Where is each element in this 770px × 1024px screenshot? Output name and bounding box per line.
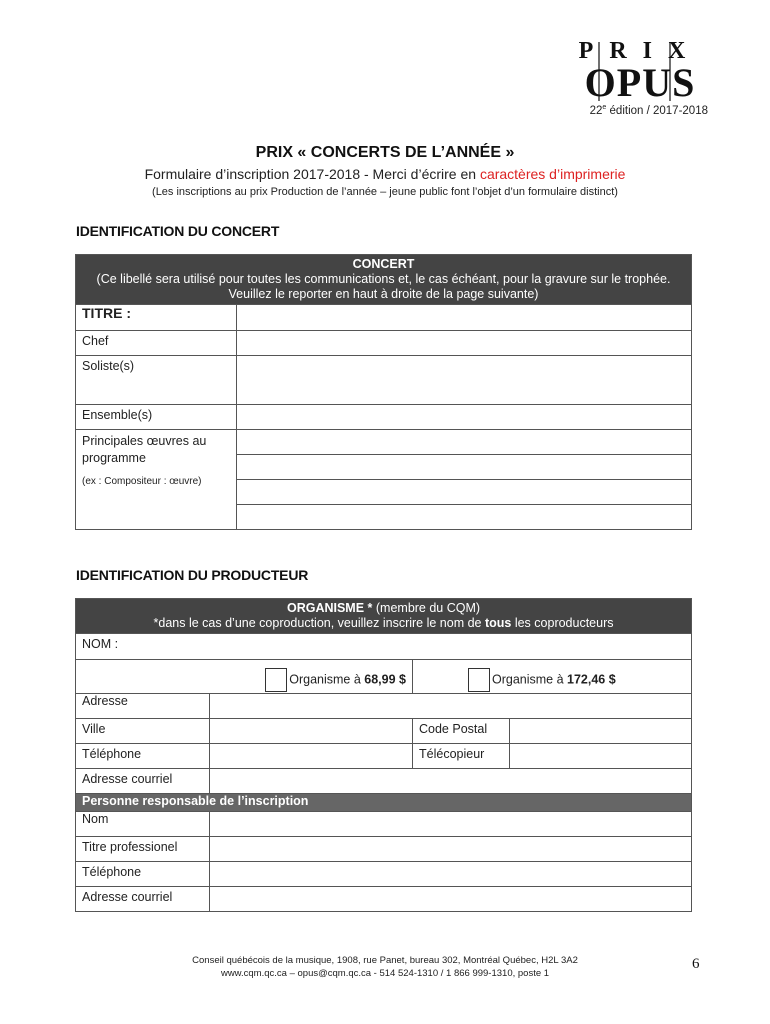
chef-label: Chef xyxy=(76,331,237,356)
titre-field[interactable] xyxy=(237,305,692,331)
page-title: PRIX « CONCERTS DE L’ANNÉE » xyxy=(255,144,515,161)
edition-label: 22e édition / 2017-2018 xyxy=(589,104,708,117)
telecopieur-field[interactable] xyxy=(510,744,692,769)
ville-label: Ville xyxy=(76,719,210,744)
resp-titre-label: Titre professionel xyxy=(76,837,210,862)
concert-table xyxy=(75,254,692,530)
producer-table xyxy=(75,598,692,912)
courriel-field[interactable] xyxy=(210,769,692,794)
chef-field[interactable] xyxy=(237,331,692,356)
option2-cell xyxy=(413,660,692,694)
ville-field[interactable] xyxy=(210,719,413,744)
form-subtitle: Formulaire d’inscription 2017-2018 - Merci d’écrire en caractères d’imprimerie xyxy=(144,166,626,182)
resp-nom-label: Nom xyxy=(76,812,210,837)
ensemble-label: Ensemble(s) xyxy=(76,405,237,430)
option1-cell xyxy=(76,660,413,694)
telecopieur-label: Télécopieur xyxy=(413,744,510,769)
page-number: 6 xyxy=(692,956,700,972)
adresse-field[interactable] xyxy=(210,694,692,719)
option1-label: Organisme à xyxy=(289,672,365,687)
soliste-field[interactable] xyxy=(237,356,692,405)
oeuvre-field-1[interactable] xyxy=(237,430,692,455)
telephone-label: Téléphone xyxy=(76,744,210,769)
option1-checkbox[interactable] xyxy=(265,668,287,692)
resp-nom-field[interactable] xyxy=(210,812,692,837)
responsable-header: Personne responsable de l’inscription xyxy=(76,794,692,812)
soliste-label: Soliste(s) xyxy=(76,356,237,405)
courriel-label: Adresse courriel xyxy=(76,769,210,794)
resp-telephone-field[interactable] xyxy=(210,862,692,887)
telephone-field[interactable] xyxy=(210,744,413,769)
ensemble-field[interactable] xyxy=(237,405,692,430)
code-postal-label: Code Postal xyxy=(413,719,510,744)
titre-label: TITRE : xyxy=(76,305,237,331)
oeuvre-field-3[interactable] xyxy=(237,480,692,505)
nom-field[interactable] xyxy=(76,634,692,660)
nom-label: NOM : xyxy=(82,637,119,651)
prix-opus-logo xyxy=(570,38,710,103)
option1-price: 68,99 $ xyxy=(364,672,406,687)
concert-section-heading: IDENTIFICATION DU CONCERT xyxy=(76,223,280,239)
logo-line1: PRIX xyxy=(578,38,702,64)
resp-courriel-label: Adresse courriel xyxy=(76,887,210,912)
option2-label: Organisme à xyxy=(492,672,568,687)
footer xyxy=(0,954,770,980)
oeuvres-example: (ex : Compositeur : œuvre) xyxy=(82,476,202,487)
logo-line2: OPUS xyxy=(584,60,696,103)
option2-price: 172,46 $ xyxy=(567,672,616,687)
adresse-label: Adresse xyxy=(76,694,210,719)
form-note: (Les inscriptions au prix Production de l’année – jeune public font l’objet d’un formulaire distinct) xyxy=(152,186,618,198)
oeuvres-label: Principales œuvres au programme (ex : Compositeur : œuvre) xyxy=(76,430,237,530)
oeuvre-field-2[interactable] xyxy=(237,455,692,480)
resp-courriel-field[interactable] xyxy=(210,887,692,912)
code-postal-field[interactable] xyxy=(510,719,692,744)
resp-telephone-label: Téléphone xyxy=(76,862,210,887)
resp-titre-field[interactable] xyxy=(210,837,692,862)
concert-table-header: CONCERT (Ce libellé sera utilisé pour toutes les communications et, le cas échéant, pour la gravure sur le trophée. Veuillez le reporter en haut à droite de la page suivante) xyxy=(76,255,692,305)
option2-checkbox[interactable] xyxy=(468,668,490,692)
producer-table-header: ORGANISME * (membre du CQM) *dans le cas d’une coproduction, veuillez inscrire le nom de tous les coproducteurs xyxy=(76,599,692,634)
oeuvre-field-4[interactable] xyxy=(237,505,692,530)
producer-section-heading: IDENTIFICATION DU PRODUCTEUR xyxy=(76,567,309,583)
footer-contact: www.cqm.qc.ca – opus@cqm.qc.ca - 514 524-1310 / 1 866 999-1310, poste 1 xyxy=(220,968,550,979)
footer-address: Conseil québécois de la musique, 1908, rue Panet, bureau 302, Montréal Québec, H2L 3A2 xyxy=(192,955,578,966)
